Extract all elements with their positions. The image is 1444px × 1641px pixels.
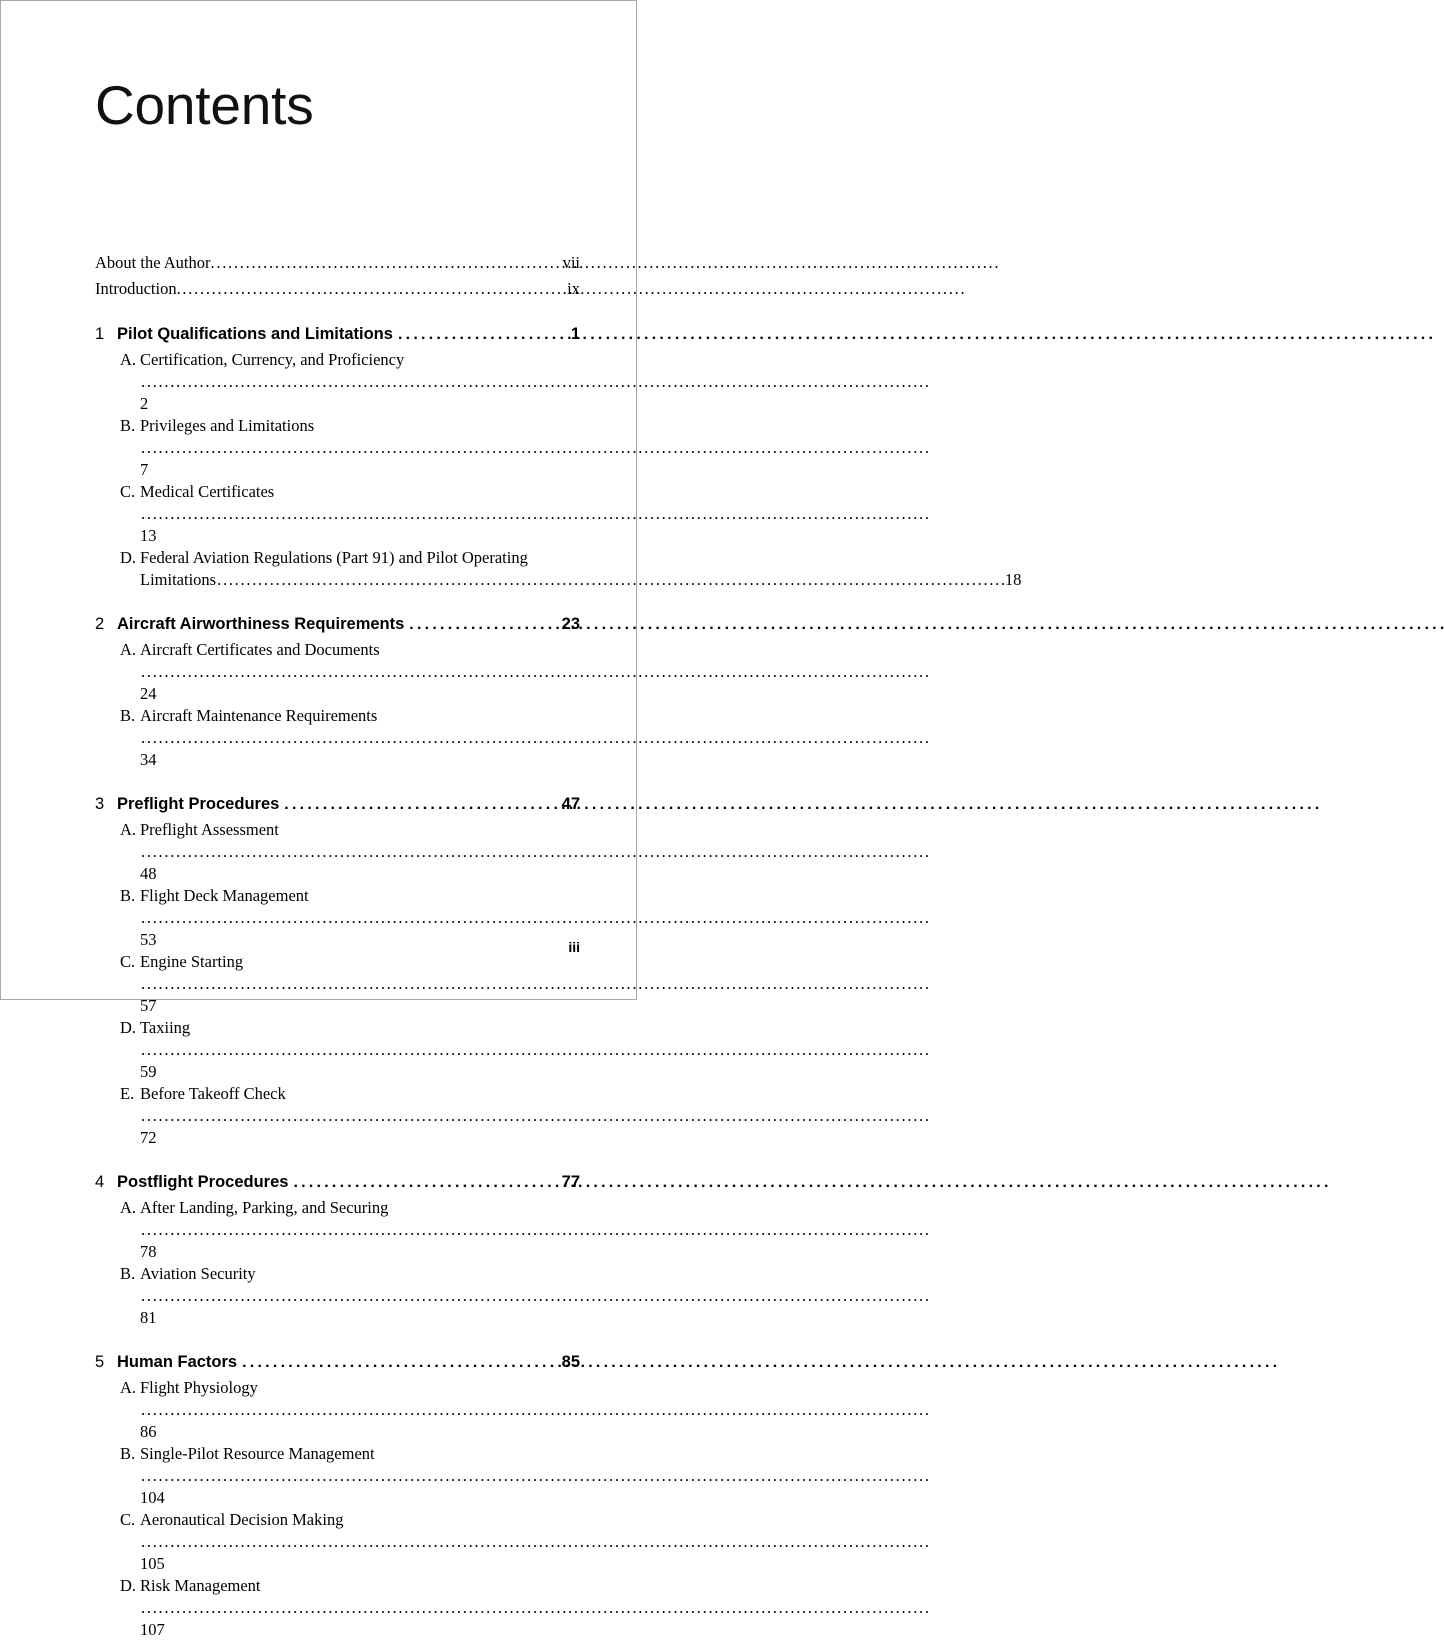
toc-section-page-number: 107 bbox=[140, 1620, 165, 1639]
toc-section-page-number: 57 bbox=[140, 996, 157, 1015]
toc-section-body bbox=[140, 705, 929, 771]
toc-chapter-number: 3 bbox=[95, 795, 105, 813]
toc-section-body bbox=[140, 1017, 929, 1083]
dot-leader bbox=[293, 1169, 557, 1196]
toc-chapter-title: Preflight Procedures bbox=[117, 795, 280, 813]
toc-chapter-group bbox=[95, 611, 580, 771]
toc-section-page-number: 48 bbox=[140, 864, 157, 883]
toc-section-title: Aircraft Maintenance Requirements bbox=[140, 706, 378, 725]
dot-leader bbox=[141, 1219, 928, 1241]
toc-section-title: Aviation Security bbox=[140, 1264, 256, 1283]
toc-section-page-number: 72 bbox=[140, 1128, 157, 1147]
toc-section-title: Aeronautical Decision Making bbox=[140, 1510, 344, 1529]
toc-section-row[interactable] bbox=[95, 415, 580, 481]
toc-section-page-number: 78 bbox=[140, 1242, 157, 1261]
toc-entry-page-number: ix bbox=[567, 279, 580, 298]
toc-section-body bbox=[140, 951, 929, 1017]
toc-section-page-number: 104 bbox=[140, 1488, 165, 1507]
toc-section-body bbox=[140, 1197, 929, 1263]
toc-section-body bbox=[140, 819, 929, 885]
toc-front-matter-row[interactable] bbox=[95, 276, 580, 302]
dot-leader bbox=[141, 1531, 928, 1553]
toc-section-row[interactable] bbox=[95, 481, 580, 547]
toc-chapter-title: Human Factors bbox=[117, 1353, 238, 1371]
dot-leader bbox=[211, 250, 563, 276]
toc-section-title: Flight Deck Management bbox=[140, 886, 309, 905]
toc-section-body bbox=[140, 1443, 929, 1509]
toc-section-title: Flight Physiology bbox=[140, 1378, 258, 1397]
toc-section-page-number: 34 bbox=[140, 750, 157, 769]
toc-section-title: Aircraft Certificates and Documents bbox=[140, 640, 380, 659]
toc-section-row[interactable] bbox=[95, 819, 580, 885]
toc-section-page-number: 2 bbox=[140, 394, 149, 413]
chapters-container bbox=[95, 321, 1022, 1641]
dot-leader bbox=[141, 1105, 928, 1127]
dot-leader bbox=[141, 841, 928, 863]
toc-chapter-page-number: 47 bbox=[561, 795, 580, 813]
toc-entry-page-number: vii bbox=[562, 253, 580, 272]
toc-chapter-number: 1 bbox=[95, 325, 105, 343]
toc-chapter-group bbox=[95, 791, 580, 1149]
toc-chapter-number: 4 bbox=[95, 1173, 105, 1191]
toc-section-title-line2: Limitations bbox=[140, 570, 217, 589]
toc-section-title: Taxiing bbox=[140, 1018, 191, 1037]
toc-chapter-title: Postflight Procedures bbox=[117, 1173, 289, 1191]
toc-chapter-row[interactable] bbox=[95, 791, 580, 818]
toc-section-body bbox=[140, 1377, 929, 1443]
toc-chapter-page-number: 23 bbox=[561, 615, 580, 633]
toc-section-row[interactable] bbox=[95, 1377, 580, 1443]
toc-section-letter: A. bbox=[120, 350, 137, 369]
dot-leader bbox=[177, 276, 568, 302]
toc-section-body bbox=[140, 349, 929, 415]
dot-leader bbox=[409, 611, 557, 638]
toc-section-title: After Landing, Parking, and Securing bbox=[140, 1198, 389, 1217]
toc-section-body bbox=[140, 1575, 929, 1641]
toc-chapter-group bbox=[95, 1349, 580, 1641]
toc-section-letter: B. bbox=[120, 1264, 136, 1283]
toc-section-body bbox=[140, 1083, 929, 1149]
toc-section-row[interactable] bbox=[95, 1443, 580, 1509]
toc-section-row[interactable] bbox=[95, 1197, 580, 1263]
toc-section-row[interactable] bbox=[95, 1509, 580, 1575]
toc-section-title: Medical Certificates bbox=[140, 482, 275, 501]
dot-leader bbox=[141, 503, 928, 525]
toc-section-page-number: 7 bbox=[140, 460, 149, 479]
dot-leader bbox=[141, 1597, 928, 1619]
dot-leader bbox=[141, 1039, 928, 1061]
toc-section-letter: B. bbox=[120, 416, 136, 435]
toc-section-body bbox=[140, 639, 929, 705]
toc-front-matter-row[interactable] bbox=[95, 250, 580, 276]
dot-leader bbox=[141, 371, 928, 393]
toc-section-body bbox=[140, 415, 929, 481]
toc-section-letter: B. bbox=[120, 706, 136, 725]
dot-leader bbox=[141, 1465, 928, 1487]
toc-section-row[interactable] bbox=[95, 1083, 580, 1149]
dot-leader bbox=[141, 661, 928, 683]
toc-section-row[interactable] bbox=[95, 1575, 580, 1641]
toc-section-title: Preflight Assessment bbox=[140, 820, 279, 839]
toc-section-page-number: 86 bbox=[140, 1422, 157, 1441]
dot-leader bbox=[141, 1285, 928, 1307]
toc-section-letter: E. bbox=[120, 1084, 135, 1103]
toc-section-title: Engine Starting bbox=[140, 952, 244, 971]
toc-entry-label: About the Author bbox=[95, 253, 211, 272]
dot-leader bbox=[242, 1349, 558, 1376]
dot-leader bbox=[217, 569, 1004, 591]
toc-section-row[interactable] bbox=[95, 951, 580, 1017]
toc-chapter-row[interactable] bbox=[95, 321, 580, 348]
toc-chapter-group bbox=[95, 1169, 580, 1329]
toc-chapter-row[interactable] bbox=[95, 611, 580, 638]
toc-section-page-number: 18 bbox=[1004, 570, 1022, 589]
toc-section-letter: A. bbox=[120, 820, 137, 839]
toc-chapter-page-number: 77 bbox=[561, 1173, 580, 1191]
toc-section-letter: A. bbox=[120, 640, 137, 659]
toc-section-letter: C. bbox=[120, 952, 136, 971]
toc-section-letter: D. bbox=[120, 1576, 137, 1595]
page-folio: iii bbox=[568, 939, 580, 955]
toc-section-row[interactable] bbox=[95, 349, 580, 415]
toc-section-page-number: 59 bbox=[140, 1062, 157, 1081]
page-content-area bbox=[95, 1, 1022, 1639]
toc-chapter-title: Pilot Qualifications and Limitations bbox=[117, 325, 393, 343]
toc-entry-label: Introduction bbox=[95, 279, 177, 298]
toc-chapter-row[interactable] bbox=[95, 1169, 580, 1196]
toc-section-row[interactable] bbox=[95, 705, 580, 771]
toc-section-title: Federal Aviation Regulations (Part 91) and Pilot Operating bbox=[140, 548, 528, 567]
toc-section-page-number: 105 bbox=[140, 1554, 165, 1573]
toc-chapter-page-number: 85 bbox=[561, 1353, 580, 1371]
toc-section-title: Risk Management bbox=[140, 1576, 261, 1595]
toc-section-title-continuation bbox=[140, 569, 1021, 591]
toc-section-page-number: 81 bbox=[140, 1308, 157, 1327]
toc-chapter-page-number: 1 bbox=[570, 325, 580, 343]
toc-section-body bbox=[140, 547, 1021, 591]
toc-chapter-number: 5 bbox=[95, 1353, 105, 1371]
dot-leader bbox=[141, 1399, 928, 1421]
dot-leader bbox=[284, 791, 557, 818]
dot-leader bbox=[141, 973, 928, 995]
dot-leader bbox=[141, 727, 928, 749]
toc-section-letter: D. bbox=[120, 1018, 137, 1037]
toc-section-row[interactable] bbox=[95, 639, 580, 705]
toc-section-letter: A. bbox=[120, 1198, 137, 1217]
toc-section-letter: B. bbox=[120, 1444, 136, 1463]
toc-chapter-number: 2 bbox=[95, 615, 105, 633]
toc-chapter-row[interactable] bbox=[95, 1349, 580, 1376]
toc-section-title: Privileges and Limitations bbox=[140, 416, 315, 435]
toc-section-page-number: 24 bbox=[140, 684, 157, 703]
page-title: Contents bbox=[95, 74, 314, 136]
toc-section-body bbox=[140, 481, 929, 547]
toc-section-row[interactable] bbox=[95, 1263, 580, 1329]
toc-section-page-number: 13 bbox=[140, 526, 157, 545]
toc-section-row[interactable] bbox=[95, 547, 1022, 591]
toc-section-title: Single-Pilot Resource Management bbox=[140, 1444, 375, 1463]
dot-leader bbox=[141, 437, 928, 459]
toc-section-page-number: 53 bbox=[140, 930, 157, 949]
toc-chapter-title: Aircraft Airworthiness Requirements bbox=[117, 615, 405, 633]
dot-leader bbox=[141, 907, 928, 929]
toc-section-row[interactable] bbox=[95, 1017, 580, 1083]
toc-section-letter: C. bbox=[120, 1510, 136, 1529]
front-matter-group bbox=[95, 250, 580, 302]
toc-section-body bbox=[140, 1263, 929, 1329]
dot-leader bbox=[398, 321, 567, 348]
toc-section-letter: D. bbox=[120, 548, 137, 567]
toc-section-title: Before Takeoff Check bbox=[140, 1084, 286, 1103]
toc-section-title: Certification, Currency, and Proficiency bbox=[140, 350, 405, 369]
toc-section-letter: B. bbox=[120, 886, 136, 905]
toc-section-letter: C. bbox=[120, 482, 136, 501]
toc-chapter-group bbox=[95, 321, 1022, 591]
toc-section-letter: A. bbox=[120, 1378, 137, 1397]
toc-section-body bbox=[140, 1509, 929, 1575]
